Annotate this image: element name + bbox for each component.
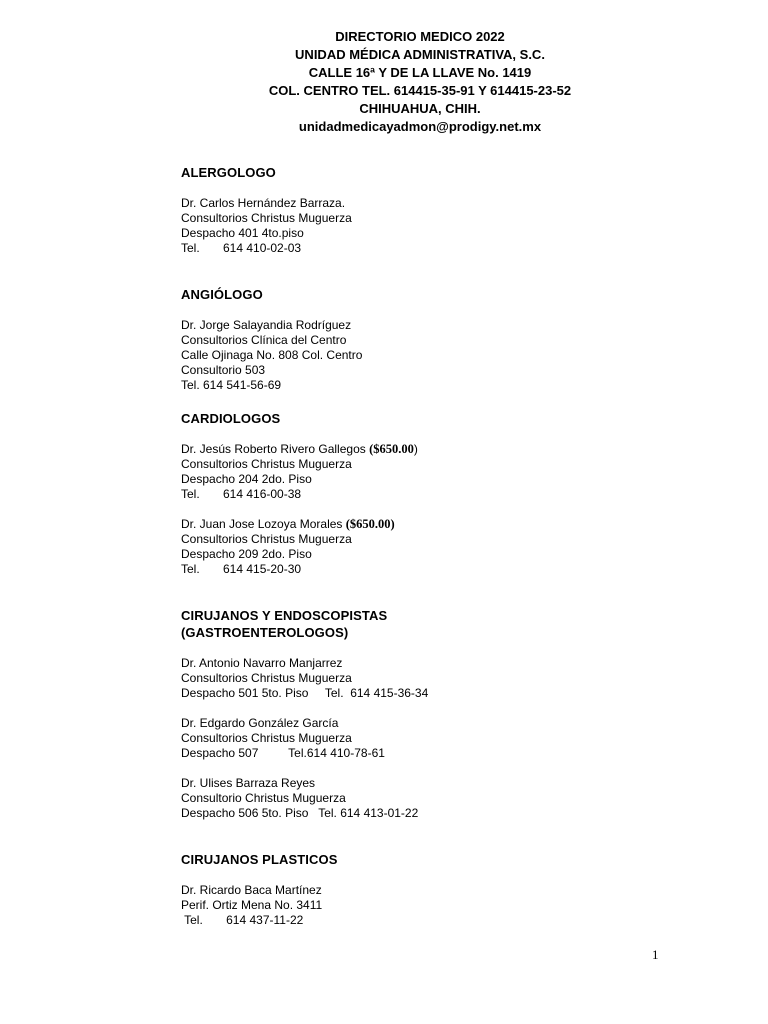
price-close: ) (413, 442, 418, 456)
header-title: DIRECTORIO MEDICO 2022 (335, 29, 505, 44)
section-alergologo (181, 164, 701, 256)
doctor-phone: Tel. 614 416-00-38 (181, 487, 302, 501)
doctor-office-phone: Despacho 506 5to. Piso Tel. 614 413-01-22 (181, 806, 419, 820)
doctor-address: Calle Ojinaga No. 808 Col. Centro (181, 348, 363, 362)
section-cardiologos (181, 410, 701, 577)
doctor-office-phone: Despacho 507 Tel.614 410-78-61 (181, 746, 385, 760)
doctor-office: Despacho 401 4to.piso (181, 226, 304, 240)
doctor-office-phone: Despacho 501 5to. Piso Tel. 614 415-36-34 (181, 686, 429, 700)
section-title: ANGIÓLOGO (181, 287, 263, 302)
header-address: CALLE 16ª Y DE LA LLAVE No. 1419 (308, 65, 532, 80)
doctor-entry (181, 656, 701, 701)
doctor-phone: Tel. 614 541-56-69 (181, 378, 282, 392)
doctor-office: Despacho 209 2do. Piso (181, 547, 312, 561)
doctor-office: Despacho 204 2do. Piso (181, 472, 312, 486)
header-city: CHIHUAHUA, CHIH. (359, 101, 481, 116)
document-header (160, 28, 680, 136)
doctor-entry (181, 776, 701, 821)
doctor-entry (181, 517, 701, 577)
doctor-name-line (181, 517, 701, 532)
section-cirujanos-endoscopistas (181, 607, 701, 821)
doctor-office: Consultorio 503 (181, 363, 266, 377)
section-title: ALERGOLOGO (181, 165, 276, 180)
doctor-entry (181, 442, 701, 502)
directory-content (181, 164, 701, 928)
doctor-location: Consultorios Christus Muguerza (181, 532, 352, 546)
doctor-entry (181, 716, 701, 761)
header-email: unidadmedicayadmon@prodigy.net.mx (298, 119, 542, 134)
consultation-price: ($650.00 (369, 442, 414, 456)
header-phones: COL. CENTRO TEL. 614415-35-91 Y 614415-23-52 (268, 83, 572, 98)
doctor-name: Dr. Jorge Salayandia Rodríguez (181, 318, 352, 332)
doctor-phone: Tel. 614 415-20-30 (181, 562, 302, 576)
doctor-location: Consultorios Christus Muguerza (181, 731, 352, 745)
doctor-location: Consultorios Christus Muguerza (181, 671, 352, 685)
doctor-entry (181, 883, 701, 928)
doctor-location: Consultorios Clínica del Centro (181, 333, 347, 347)
doctor-name: Dr. Antonio Navarro Manjarrez (181, 656, 343, 670)
section-cirujanos-plasticos (181, 851, 701, 928)
doctor-location: Consultorios Christus Muguerza (181, 211, 352, 225)
doctor-entry (181, 196, 701, 256)
section-title: CIRUJANOS Y ENDOSCOPISTAS (181, 608, 388, 623)
doctor-address: Perif. Ortiz Mena No. 3411 (181, 898, 323, 912)
doctor-location: Consultorios Christus Muguerza (181, 457, 352, 471)
doctor-name: Dr. Edgardo González García (181, 716, 339, 730)
section-title: CIRUJANOS PLASTICOS (181, 852, 338, 867)
doctor-entry (181, 318, 701, 393)
section-angiologo (181, 286, 701, 393)
consultation-price: ($650.00) (345, 517, 395, 531)
doctor-name: Dr. Ulises Barraza Reyes (181, 776, 316, 790)
doctor-location: Consultorio Christus Muguerza (181, 791, 346, 805)
section-title: CARDIOLOGOS (181, 411, 281, 426)
doctor-name: Dr. Ricardo Baca Martínez (181, 883, 322, 897)
doctor-name-line (181, 442, 701, 457)
header-organization: UNIDAD MÉDICA ADMINISTRATIVA, S.C. (295, 47, 545, 62)
page-number: 1 (652, 947, 659, 962)
doctor-name: Dr. Juan Jose Lozoya Morales (181, 517, 346, 531)
doctor-name: Dr. Jesús Roberto Rivero Gallegos (181, 442, 370, 456)
doctor-phone: Tel. 614 410-02-03 (181, 241, 302, 255)
doctor-phone: Tel. 614 437-11-22 (181, 913, 304, 927)
section-subtitle: (GASTROENTEROLOGOS) (181, 625, 349, 640)
doctor-name: Dr. Carlos Hernández Barraza. (181, 196, 346, 210)
